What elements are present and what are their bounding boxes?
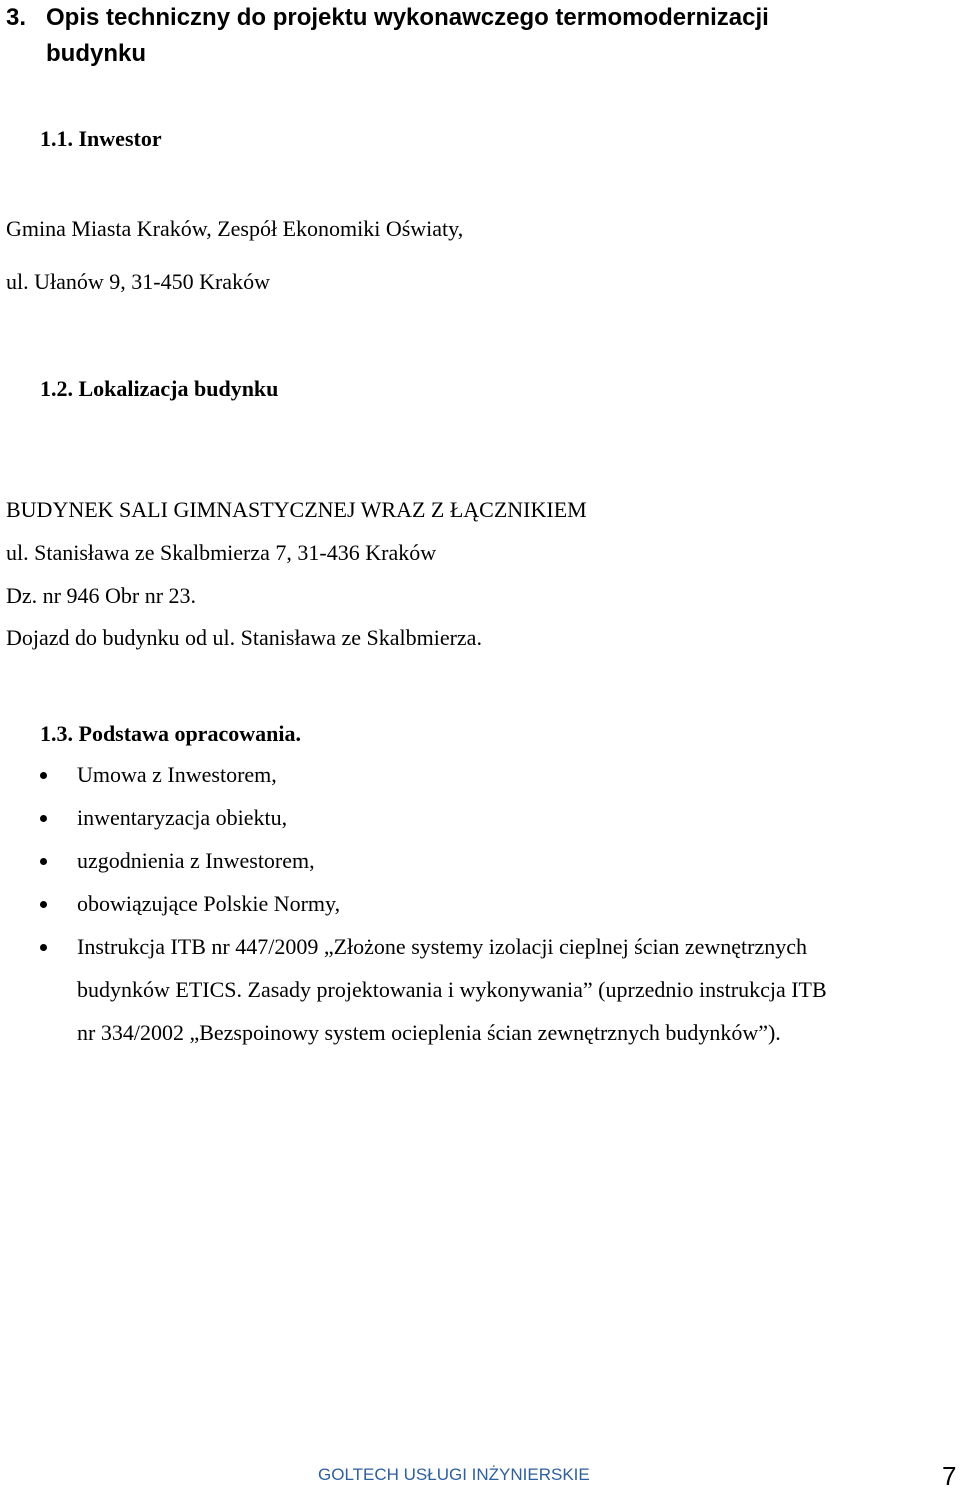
bullet-dot-icon (40, 901, 47, 908)
section-number: 3. (6, 4, 27, 31)
bullet-dot-icon (40, 858, 47, 865)
location-line-4: Dojazd do budynku od ul. Stanisława ze Skalbmierza. (6, 625, 482, 650)
location-line-1: BUDYNEK SALI GIMNASTYCZNEJ WRAZ Z ŁĄCZNIKIEM (6, 497, 587, 522)
investor-line-1: Gmina Miasta Kraków, Zespół Ekonomiki Oświaty, (6, 216, 464, 241)
footer-company-name: GOLTECH USŁUGI INŻYNIERSKIE (318, 1465, 590, 1484)
list-item: inwentaryzacja obiektu, (77, 805, 288, 830)
list-item: obowiązujące Polskie Normy, (77, 891, 341, 916)
subsection-title-location: 1.2. Lokalizacja budynku (40, 376, 279, 401)
page-number: 7 (942, 1461, 957, 1491)
section-heading (6, 0, 946, 72)
investor-line-2: ul. Ułanów 9, 31-450 Kraków (6, 269, 270, 294)
list-item: Instrukcja ITB nr 447/2009 „Złożone systemy izolacji cieplnej ścian zewnętrznych (77, 934, 808, 959)
list-item-continuation: nr 334/2002 „Bezspoinowy system ocieplenia ścian zewnętrznych budynków”). (77, 1020, 781, 1045)
section-title-line2: budynku (46, 40, 146, 67)
location-line-2: ul. Stanisława ze Skalbmierza 7, 31-436 Kraków (6, 540, 437, 565)
section-title-line1: Opis techniczny do projektu wykonawczego termomodernizacji (46, 4, 769, 31)
location-line-3: Dz. nr 946 Obr nr 23. (6, 583, 197, 608)
bullet-dot-icon (40, 944, 47, 951)
subsection-title-investor: 1.1. Inwestor (40, 126, 162, 151)
subsection-title-basis: 1.3. Podstawa opracowania. (40, 721, 301, 746)
list-item: Umowa z Inwestorem, (77, 762, 277, 787)
list-item: uzgodnienia z Inwestorem, (77, 848, 315, 873)
list-item-continuation: budynków ETICS. Zasady projektowania i wykonywania” (uprzednio instrukcja ITB (77, 977, 827, 1002)
bullet-dot-icon (40, 772, 47, 779)
bullet-dot-icon (40, 815, 47, 822)
